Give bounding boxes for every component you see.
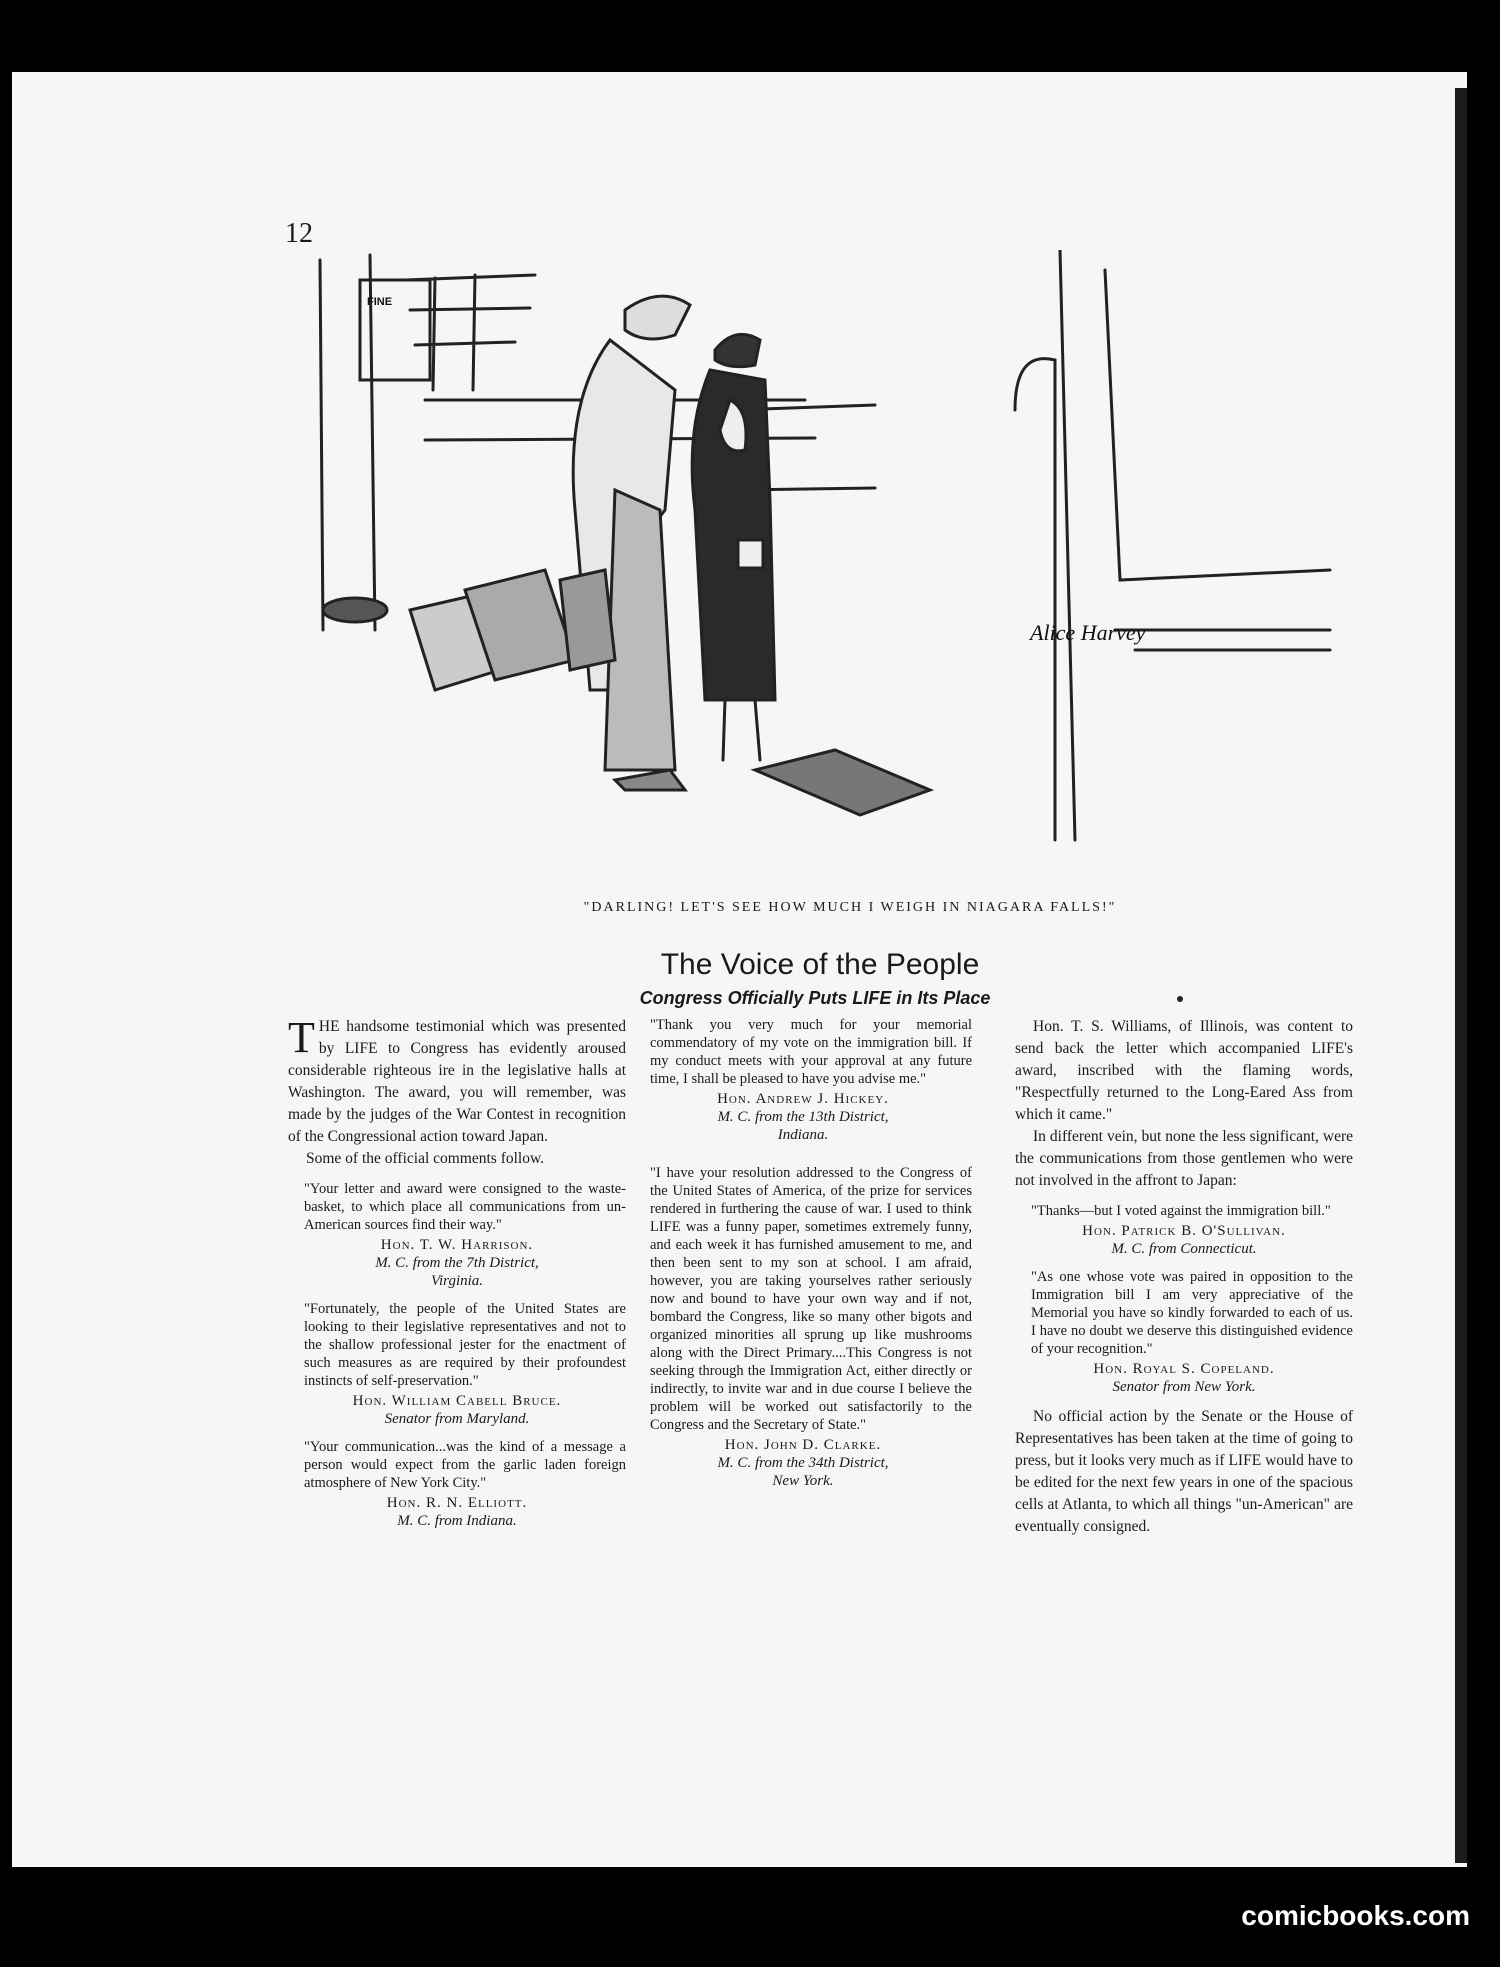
article-subtitle: Congress Officially Puts LIFE in Its Place xyxy=(639,988,991,1008)
signature-title: Virginia. xyxy=(430,1273,484,1289)
wall-line-left xyxy=(320,260,323,630)
signature-name: Hon. Andrew J. Hickey. xyxy=(717,1091,889,1107)
intro-text: HE handsome testimonial which was presented by LIFE to Congress has evidently aroused considerable righteous ire in the legislative halls at Washington. The award, you will remember, was made by the judges of the War Contest in recognition of the Congressional action toward Japan. xyxy=(288,1018,626,1145)
quote-elliott: "Your communication...was the kind of a message a person would expect from the garlic laden foreign atmosphere of New York City." xyxy=(304,1439,626,1491)
signature-title: Senator from Maryland. xyxy=(384,1411,530,1427)
signature-title: New York. xyxy=(772,1473,834,1489)
quote-copeland: "As one whose vote was paired in opposition to the Immigration bill I am very appreciative of the Memorial you have so kindly forwarded to each of us. I have no doubt we deserve this distinguished evidence of your recognition." xyxy=(1031,1269,1353,1357)
site-watermark: comicbooks.com xyxy=(1241,1900,1470,1931)
cartoon-caption: "DARLING! LET'S SEE HOW MUCH I WEIGH IN NIAGARA FALLS!" xyxy=(583,900,1117,915)
signature-title: M. C. from Connecticut. xyxy=(1111,1241,1257,1257)
cartoon-illustration xyxy=(315,250,1340,880)
column-2 xyxy=(634,1016,972,1490)
paragraph: Hon. T. S. Williams, of Illinois, was content to send back the letter which accompanied LIFE's award, inscribed with the flaming words, "Respectfully returned to the Long-Eared Ass from which it came." xyxy=(1015,1018,1353,1123)
woman-hat xyxy=(715,334,760,366)
signature-name: Hon. John D. Clarke. xyxy=(724,1437,882,1453)
signature-title: M. C. from the 13th District, xyxy=(717,1109,889,1125)
closing-paragraph: No official action by the Senate or the House of Representatives has been taken at the time of going to press, but it looks very much as if LIFE would have to be edited for the next few years in one of the spacious cells at Atlanta, to which all things "un-American" are eventually consigned. xyxy=(1015,1408,1353,1535)
signature-name: Hon. Royal S. Copeland. xyxy=(1093,1361,1275,1377)
page-number: 12 xyxy=(285,218,313,249)
signature-name: Hon. T. W. Harrison. xyxy=(380,1237,534,1253)
signature-title: M. C. from the 34th District, xyxy=(717,1455,889,1471)
quote-clarke: "I have your resolution addressed to the Congress of the United States of America, of the prize for services rendered in furthering the cause of war. I used to think LIFE was a funny paper, sometimes extremely funny, and each week it has furnished amusement to me, and then been sent to my son at school. I am afraid, however, you are taking yourselves rather seriously now and bound to have your own way and if not, bombard the Congress, like so many other bigots and organized minorities all sprung up like mushrooms along with the Direct Primary....This Congress is not seeking through the Immigration Act, either directly or indirectly, to invite war and in due course I believe the problem will be worked out satisfactorily to the Congress and the Secretary of State." xyxy=(650,1165,972,1433)
man-hat xyxy=(625,296,690,339)
quote-harrison: "Your letter and award were consigned to the waste-basket, to which place all communications from un-American sources find their way." xyxy=(304,1181,626,1233)
right-page-edge xyxy=(1455,88,1467,1863)
paragraph: In different vein, but none the less significant, were the communications from those gentlemen who were not involved in the affront to Japan: xyxy=(1015,1128,1353,1189)
intro-paragraph xyxy=(288,1013,626,1148)
signature-name: Hon. R. N. Elliott. xyxy=(386,1495,528,1511)
signature-title: Senator from New York. xyxy=(1112,1379,1256,1395)
quote-bruce: "Fortunately, the people of the United States are looking to their legislative representatives and not to the shallow professional jester for the enactment of such measures as are required by their profoundest instincts of self-preservation." xyxy=(304,1301,626,1389)
column-3 xyxy=(1015,1016,1353,1538)
quote-hickey: "Thank you very much for your memorial commendatory of my vote on the immigration bill. If my conduct meets with your approval at any future time, I shall be pleased to have you advise me." xyxy=(650,1017,972,1087)
follow-text: Some of the official comments follow. xyxy=(306,1150,545,1167)
drop-cap: T xyxy=(288,1013,315,1062)
artist-signature: Alice Harvey xyxy=(1030,620,1146,645)
signature-title: M. C. from Indiana. xyxy=(397,1513,517,1529)
article-title: The Voice of the People xyxy=(660,948,980,981)
quote-osullivan: "Thanks—but I voted against the immigration bill." xyxy=(1031,1203,1331,1219)
signature-title: M. C. from the 7th District, xyxy=(375,1255,539,1271)
notice-sign-text: FINE xyxy=(367,296,393,308)
column-1 xyxy=(288,1013,626,1530)
ornament-dot xyxy=(1177,996,1183,1002)
signature-title: Indiana. xyxy=(777,1127,829,1143)
signature-name: Hon. Patrick B. O'Sullivan. xyxy=(1082,1223,1286,1239)
signature-name: Hon. William Cabell Bruce. xyxy=(352,1393,562,1409)
